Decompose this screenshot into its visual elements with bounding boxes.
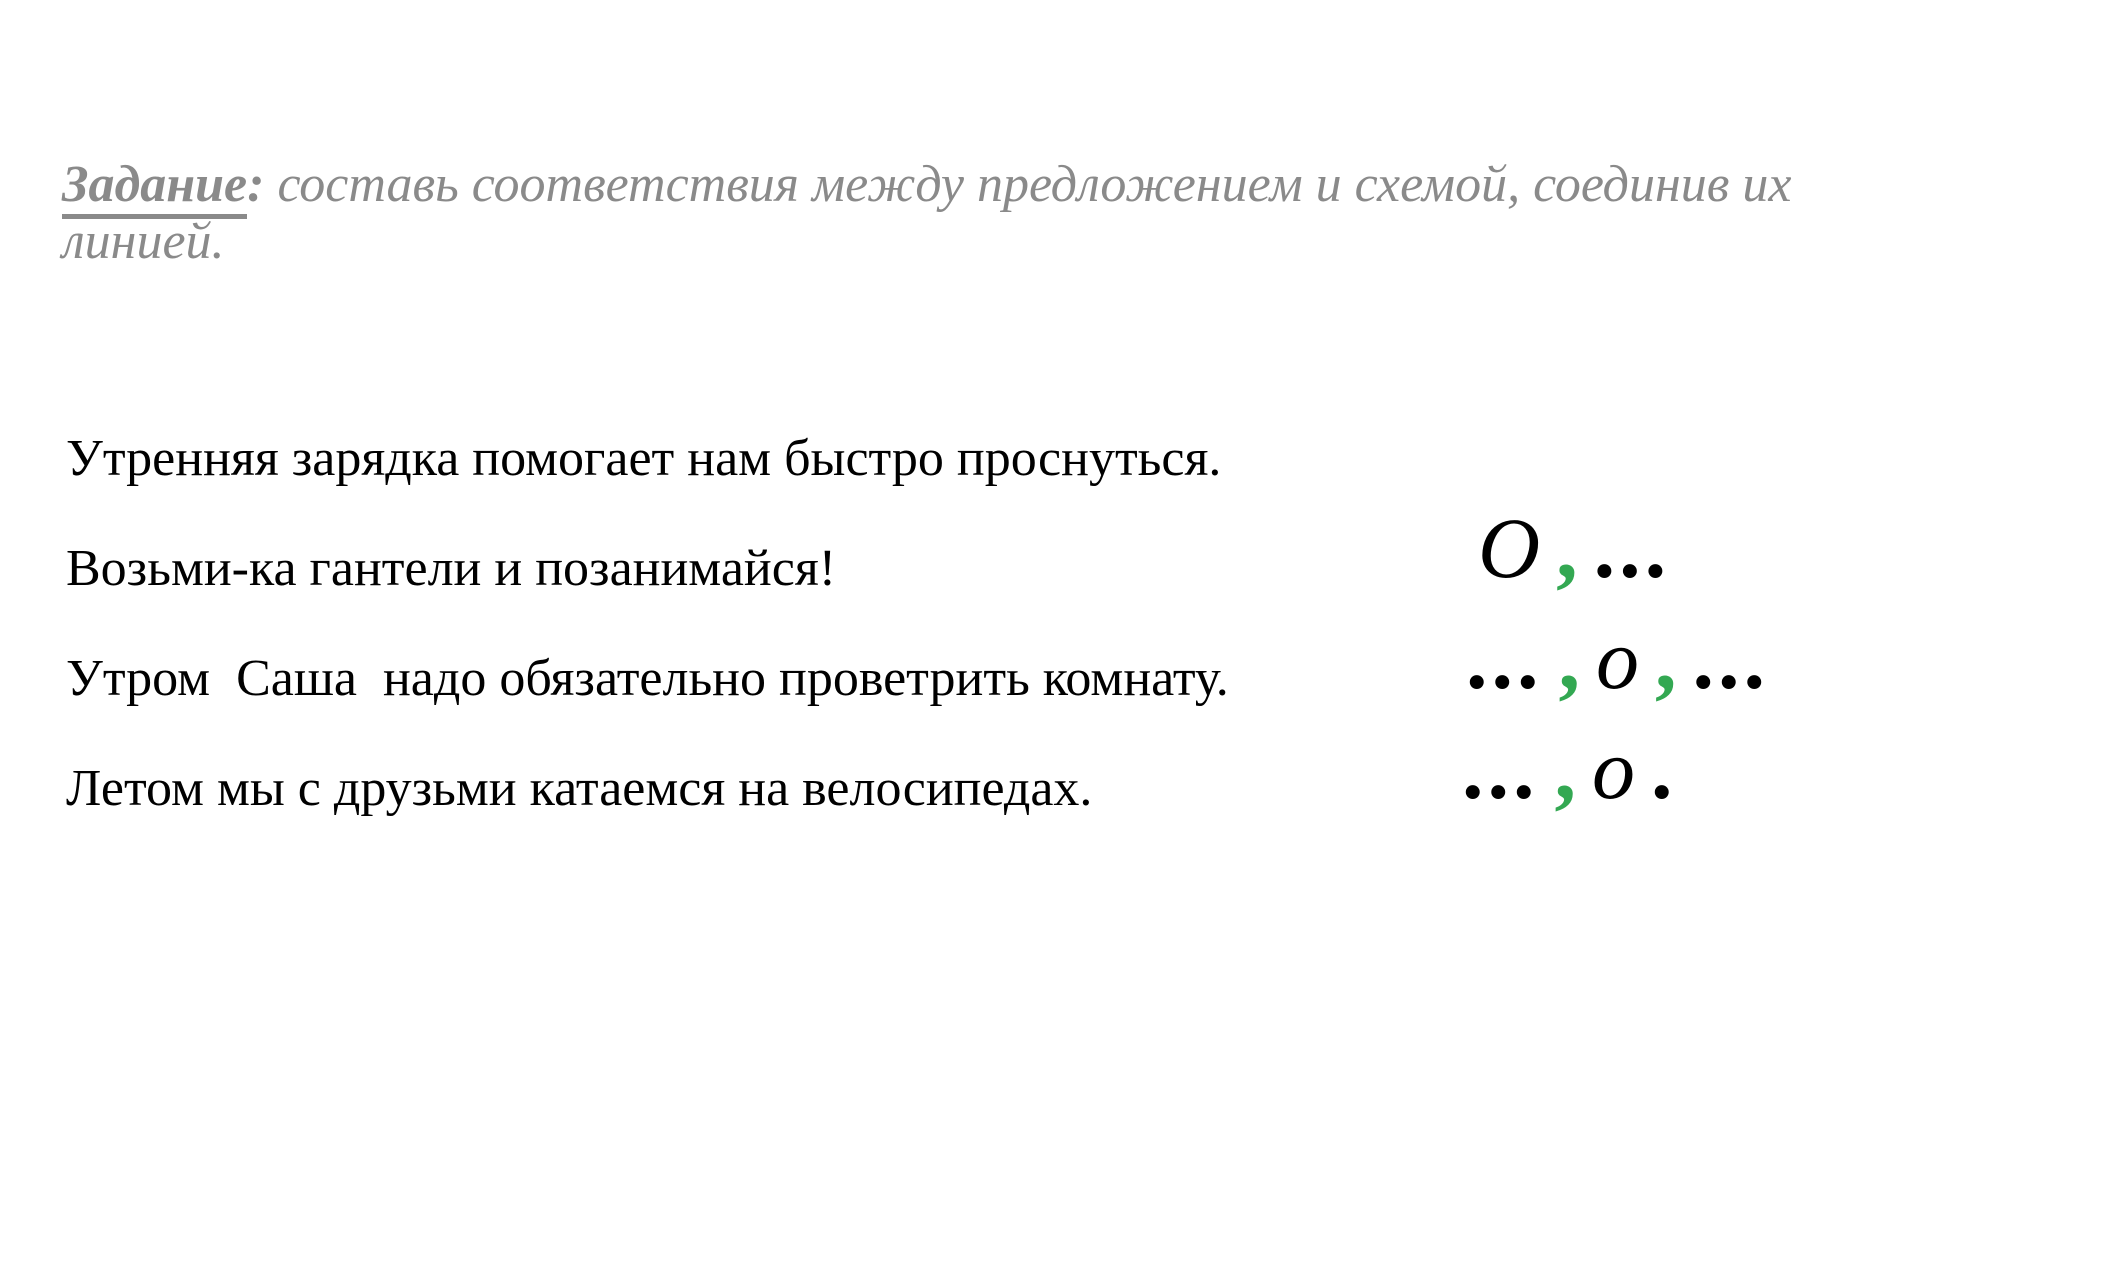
task-label: Задание [62,156,247,219]
scheme-comma: , [1554,721,1576,817]
scheme-comma: , [1655,611,1677,707]
task-instruction [62,156,1822,270]
sentence-item-3[interactable]: Утром Саша надо обязательно проветрить комнату. [66,650,1229,707]
scheme-comma: , [1558,611,1580,707]
scheme-item-3[interactable] [1462,720,1673,819]
scheme-dots: ... [1593,500,1671,596]
scheme-period: . [1651,721,1673,817]
scheme-letter: о [1592,721,1635,817]
task-instruction-line1: составь соответствия между предложением и схемой, соединив их [264,156,1792,213]
sentence-item-1[interactable]: Утренняя зарядка помогает нам быстро проснуться. [66,430,1222,487]
scheme-letter: О [1478,500,1541,596]
scheme-dots: ... [1466,611,1543,707]
scheme-dots: ... [1462,721,1539,817]
sentence-item-2[interactable]: Возьми-ка гантели и позанимайся! [66,540,837,597]
sentence-item-4[interactable]: Летом мы с друзьми катаемся на велосипедах. [66,760,1093,817]
scheme-item-2[interactable] [1466,610,1769,709]
task-label-colon: : [247,156,265,213]
scheme-item-1[interactable] [1478,499,1670,598]
scheme-comma: , [1556,500,1578,596]
task-instruction-line2: линией. [62,213,225,270]
scheme-letter: о [1596,611,1639,707]
scheme-dots: ... [1692,611,1769,707]
